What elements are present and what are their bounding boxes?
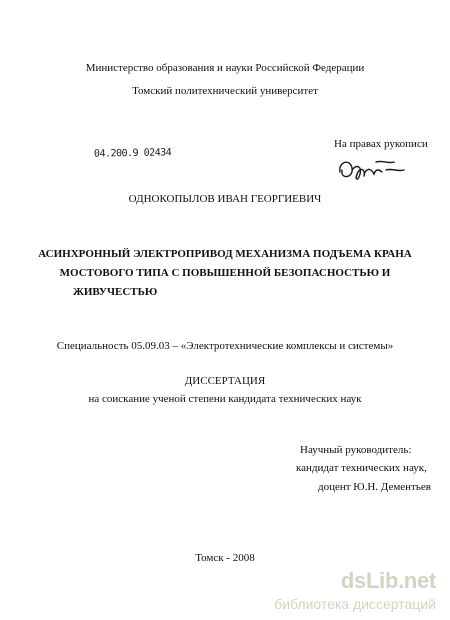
author-name: ОДНОКОПЫЛОВ ИВАН ГЕОРГИЕВИЧ [128,193,322,205]
university-name: Томский политехнический университет [132,85,318,97]
watermark-subtitle: библиотека диссертаций [274,596,436,612]
supervisor-degree: кандидат технических наук, [296,462,427,474]
ministry-name: Министерство образования и науки Российской Федерации [85,62,365,74]
handwritten-signature [334,150,414,192]
thesis-title-line: АСИНХРОННЫЙ ЭЛЕКТРОПРИВОД МЕХАНИЗМА ПОДЪЕМА КРАНА [38,248,412,260]
document-type: ДИССЕРТАЦИЯ [184,375,266,387]
thesis-title-line: МОСТОВОГО ТИПА С ПОВЫШЕННОЙ БЕЗОПАСНОСТЬЮ И [59,267,391,279]
city-year: Томск - 2008 [195,552,255,564]
site-watermark [265,568,440,616]
supervisor-name: доцент Ю.Н. Дементьев [318,481,431,493]
degree-line: на соискание ученой степени кандидата технических наук [88,393,362,405]
manuscript-rights-label: На правах рукописи [334,138,428,150]
specialty-line: Специальность 05.09.03 – «Электротехнические комплексы и системы» [56,340,394,352]
watermark-logo: dsLib.net [340,568,436,593]
supervisor-label: Научный руководитель: [300,444,412,456]
thesis-title-line: ЖИВУЧЕСТЬЮ [73,286,158,298]
registration-stamp: 04.200.9 02434 [93,147,172,160]
